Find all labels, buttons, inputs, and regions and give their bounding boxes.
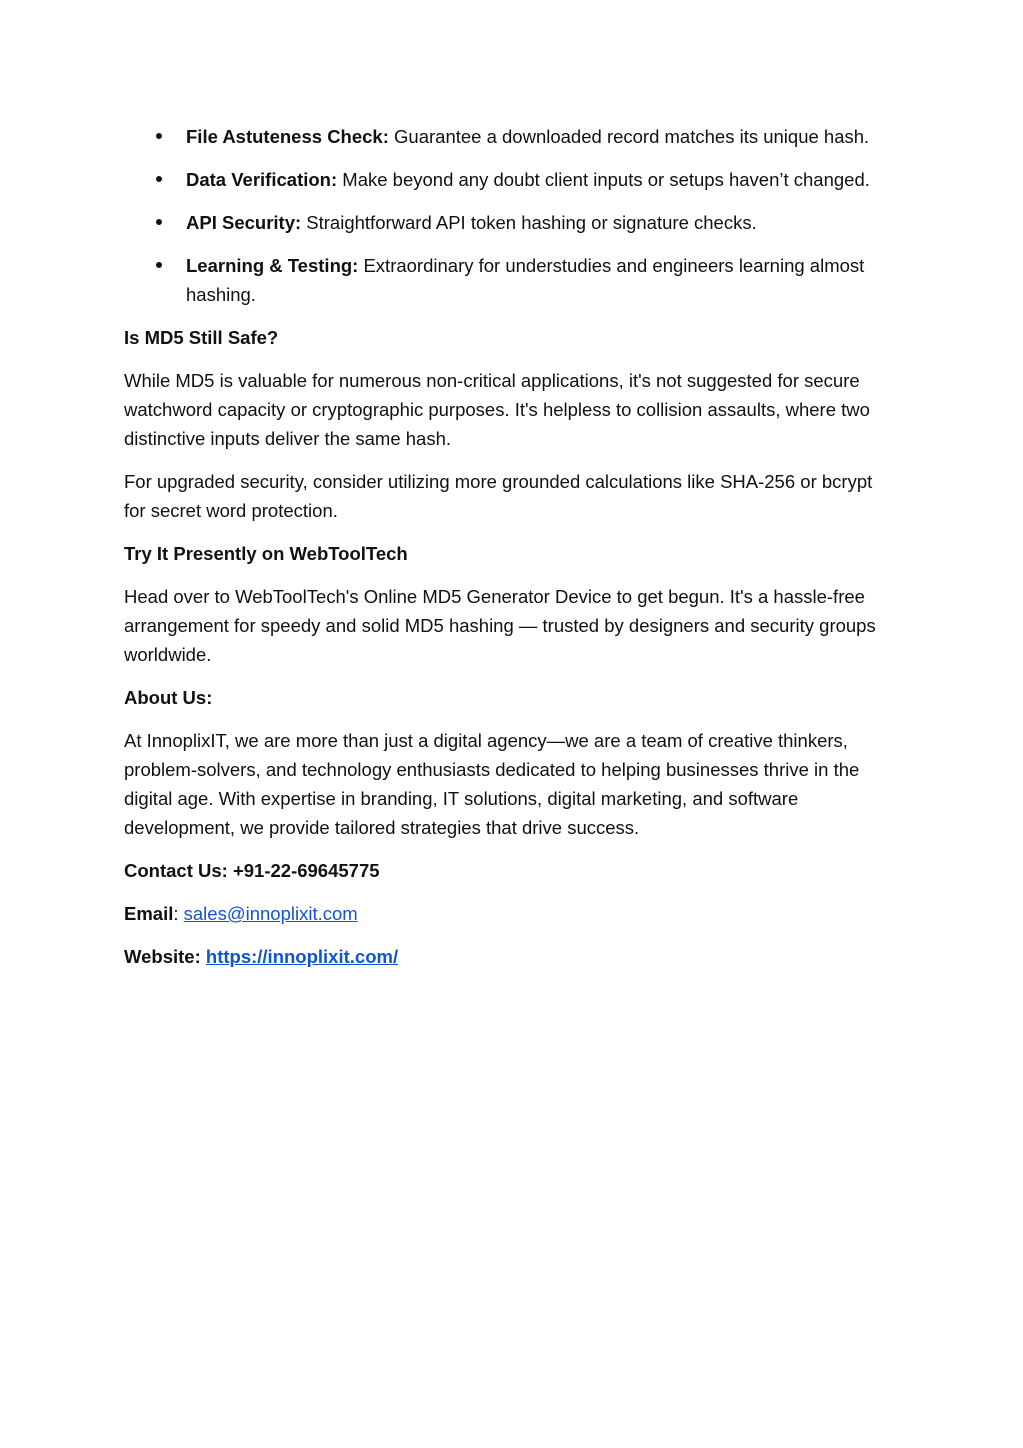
try-paragraph: Head over to WebToolTech's Online MD5 Generator Device to get begun. It's a hassle-free arrangement for speedy and solid MD5 hashing — trusted by designers and security groups worldwide. xyxy=(124,586,876,665)
safe-paragraph-1: While MD5 is valuable for numerous non-critical applications, it's not suggested for secure watchword capacity or cryptographic purposes. It's helpless to collision assaults, where two distinctive inputs deliver the same hash. xyxy=(124,370,870,449)
list-item-term: Data Verification: xyxy=(186,169,338,190)
contact-email-line xyxy=(124,899,894,928)
about-paragraph: At InnoplixIT, we are more than just a digital agency—we are a team of creative thinkers, problem-solvers, and technology enthusiasts dedicated to helping businesses thrive in the digital age. With expertise in branding, IT solutions, digital marketing, and software development, we provide tailored strategies that drive success. xyxy=(124,730,860,838)
list-item xyxy=(124,251,894,309)
bullet-icon xyxy=(156,176,162,182)
email-label: Email xyxy=(124,903,174,924)
bullet-icon xyxy=(156,262,162,268)
document-page xyxy=(124,122,894,985)
website-link[interactable]: https://innoplixit.com/ xyxy=(205,946,399,967)
list-item xyxy=(124,208,894,237)
bullet-icon xyxy=(156,219,162,225)
safe-heading: Is MD5 Still Safe? xyxy=(124,327,279,348)
list-item-term: Learning & Testing: xyxy=(186,255,359,276)
list-item-text: Make beyond any doubt client inputs or setups haven’t changed. xyxy=(337,169,870,190)
contact-phone: Contact Us: +91-22-69645775 xyxy=(124,860,380,881)
bullet-icon xyxy=(156,133,162,139)
use-case-list xyxy=(124,122,894,309)
list-item xyxy=(124,165,894,194)
list-item-text: Straightforward API token hashing or signature checks. xyxy=(301,212,757,233)
contact-website-line xyxy=(124,942,894,971)
email-separator: : xyxy=(173,903,184,924)
list-item xyxy=(124,122,894,151)
email-link[interactable]: sales@innoplixit.com xyxy=(183,903,358,924)
list-item-text: Guarantee a downloaded record matches its unique hash. xyxy=(388,126,870,147)
list-item-text: Extraordinary for understudies and engineers learning almost hashing. xyxy=(186,255,865,305)
try-heading: Try It Presently on WebToolTech xyxy=(124,543,408,564)
website-label: Website: xyxy=(124,946,206,967)
list-item-term: File Astuteness Check: xyxy=(186,126,389,147)
list-item-term: API Security: xyxy=(186,212,302,233)
safe-paragraph-2: For upgraded security, consider utilizing more grounded calculations like SHA-256 or bcrypt for secret word protection. xyxy=(124,471,873,521)
about-heading: About Us: xyxy=(124,687,213,708)
